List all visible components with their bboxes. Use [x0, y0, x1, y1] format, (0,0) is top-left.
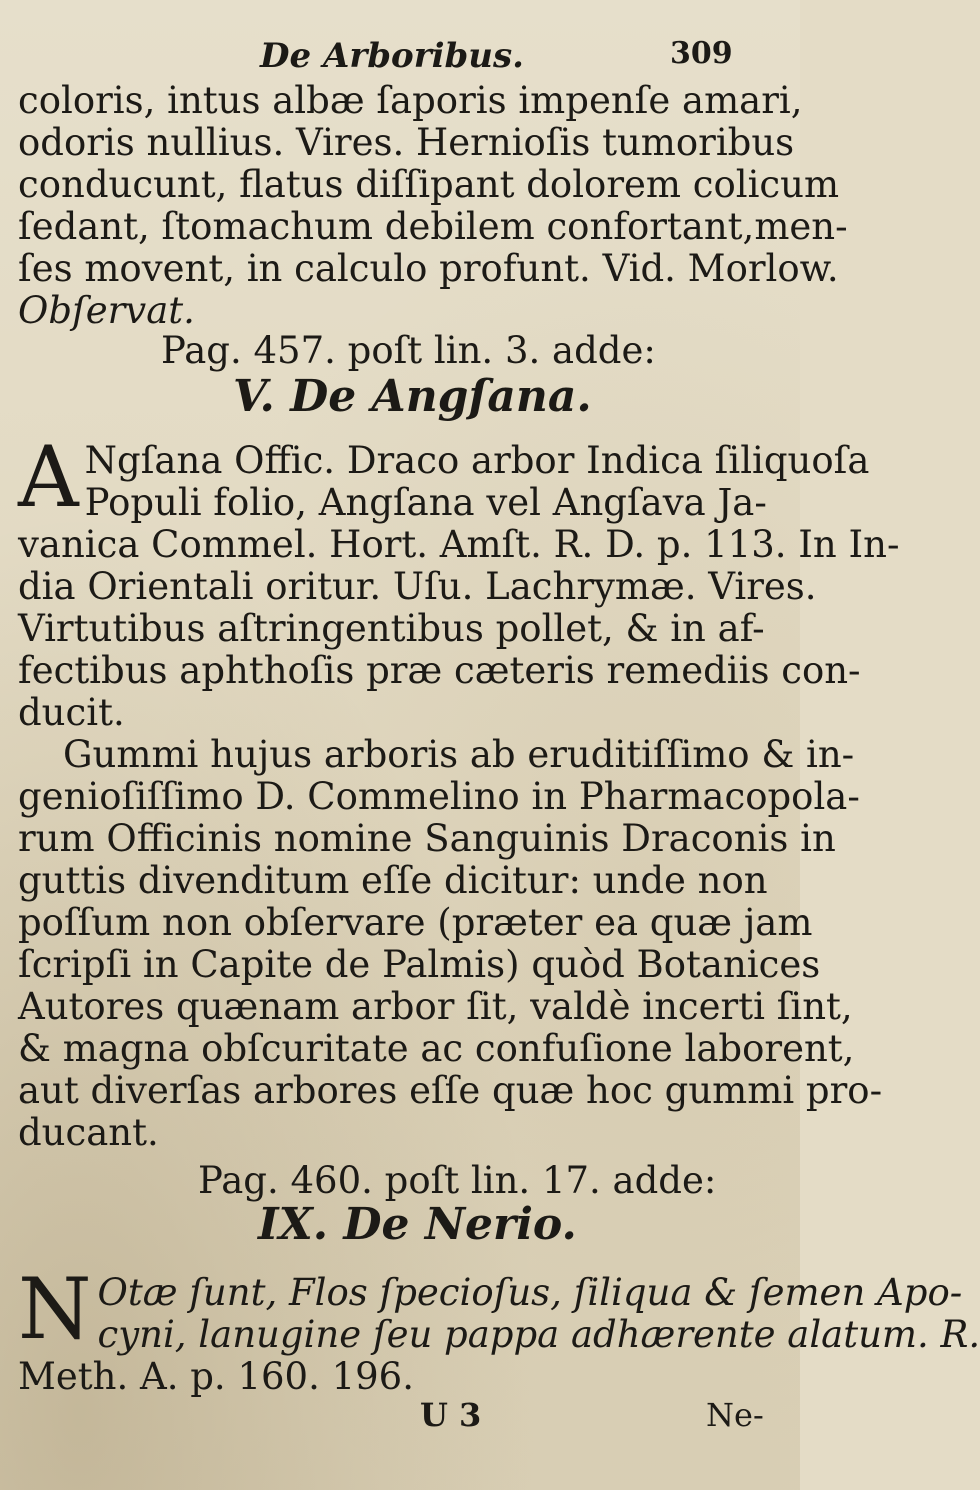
text-line: Ngſana Offic. Draco arbor Indica ſiliquoſa	[84, 439, 870, 482]
section-heading: V. De Angſana.	[233, 371, 592, 422]
text-line: aut diverſas arbores eſſe quæ hoc gummi pro-	[18, 1069, 883, 1112]
text-line: Obſervat.	[18, 289, 195, 332]
text-line: ducant.	[18, 1111, 159, 1154]
section-heading: IX. De Nerio.	[258, 1199, 577, 1250]
text-line: vanica Commel. Hort. Amſt. R. D. p. 113. In In-	[18, 523, 900, 566]
text-line: poſſum non obſervare (præter ea quæ jam	[18, 901, 813, 944]
text-line: guttis divenditum eſſe dicitur: unde non	[18, 859, 768, 902]
text-line: ſes movent, in calculo profunt. Vid. Morlow.	[18, 247, 839, 290]
intro-paragraph	[18, 79, 848, 332]
text-line: conducunt, flatus diſſipant dolorem colicum	[18, 163, 840, 206]
text-line: rum Officinis nomine Sanguinis Draconis in	[18, 817, 836, 860]
text-line: fectibus aphthoſis præ cæteris remediis con-	[18, 649, 861, 692]
angsana-paragraph	[18, 428, 900, 734]
addendum-note-1	[18, 330, 793, 372]
nerio-paragraph	[18, 1260, 980, 1398]
text-line: odoris nullius. Vires. Hernioſis tumoribus	[18, 121, 795, 164]
text-line: Autores quænam arbor ſit, valdè incerti ſint,	[18, 985, 853, 1028]
page-reference: Pag. 457. poſt lin. 3. adde:	[161, 329, 656, 372]
text-line: dia Orientali oritur. Uſu. Lachrymæ. Vires.	[18, 565, 817, 608]
text-line: ducit.	[18, 691, 125, 734]
running-title: De Arboribus.	[260, 36, 524, 76]
section-heading-angsana-wrap	[18, 371, 793, 430]
text-line: ſcripſi in Capite de Palmis) quòd Botanices	[18, 943, 821, 986]
drop-cap: N	[18, 1260, 92, 1358]
text-line: Otæ ſunt, Flos ſpecioſus, ſiliqua & ſemen Apo-	[97, 1271, 963, 1314]
text-line: Meth. A. p. 160. 196.	[18, 1355, 414, 1398]
text-line: Virtutibus aſtringentibus pollet, & in af-	[18, 607, 765, 650]
text-line: genioſiſſimo D. Commelino in Pharmacopola-	[18, 775, 860, 818]
text-line: Gummi hujus arboris ab eruditiſſimo & in-	[63, 733, 855, 776]
page-header	[0, 0, 800, 76]
catchword: Ne-	[706, 1396, 764, 1434]
page-reference: Pag. 460. poſt lin. 17. adde:	[198, 1159, 717, 1202]
text-line: cyni, lanugine ſeu pappa adhærente alatum. R.	[97, 1313, 980, 1356]
text-line: coloris, intus albæ ſaporis impenſe amari,	[18, 79, 803, 122]
text-line: & magna obſcuritate ac confuſione laborent,	[18, 1027, 855, 1070]
drop-cap: A	[18, 428, 79, 526]
text-line: ſedant, ſtomachum debilem confortant,men-	[18, 205, 848, 248]
addendum-note-2	[18, 1160, 793, 1202]
signature-mark: U 3	[420, 1396, 482, 1434]
text-line: Populi folio, Angſana vel Angſava Ja-	[84, 481, 767, 524]
section-heading-nerio-wrap	[18, 1199, 793, 1258]
page-number: 309	[670, 36, 733, 71]
gummi-paragraph	[18, 733, 883, 1154]
